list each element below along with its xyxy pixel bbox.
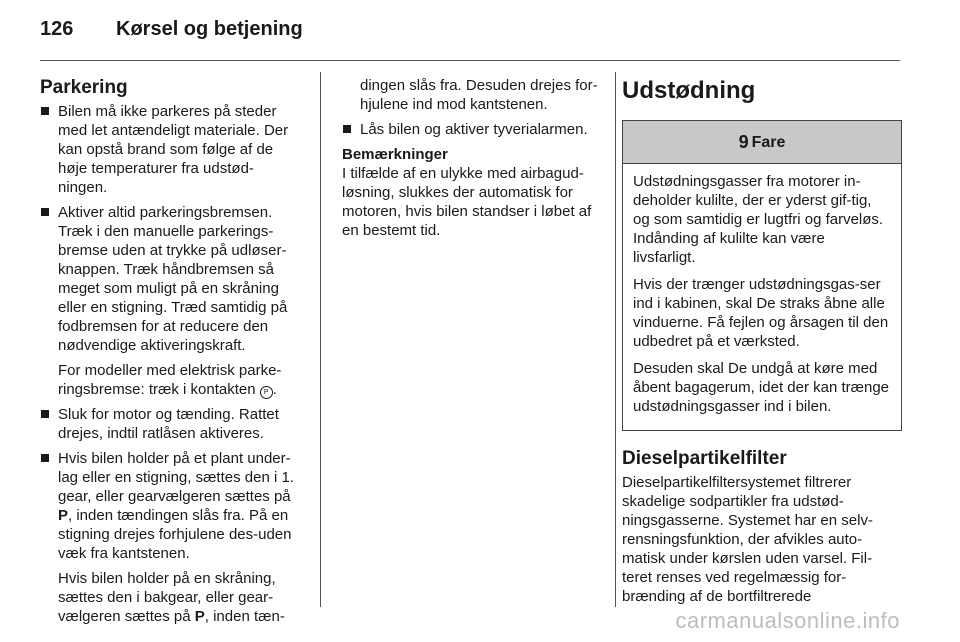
hazard-paragraph: Desuden skal De undgå at køre med åbent bagagerum, idet der kan trænge udstødningsgasser ind i bilen. <box>633 360 890 415</box>
note-text: I tilfælde af en ulykke med airbagud-løsning, slukkes der automatisk for motoren, hvis bilen standser i løbet af en bestemt tid. <box>342 165 592 239</box>
column-divider <box>615 72 616 607</box>
hazard-box <box>622 120 902 431</box>
hazard-header <box>623 121 901 164</box>
list-item: Aktiver altid parkeringsbremsen. Træk i den manuelle parkerings-bremse uden at trykke på udløser-knappen. Træk håndbremsen så meget som muligt på en skråning eller en stigning. Træd samtidig på fodbremsen for at reducere den nødvendige aktiveringskraft. For modeller med elektrisk parke-ringsbremse: træk i kontakten P . <box>40 203 302 399</box>
watermark: carmanualsonline.info <box>675 608 900 633</box>
chapter-title: Kørsel og betjening <box>116 18 303 40</box>
parking-list-continued <box>342 76 604 139</box>
column-1 <box>40 76 302 632</box>
hazard-body <box>623 164 901 430</box>
hazard-paragraph: Udstødningsgasser fra motorer in-deholder kulilte, der er yderst gif-tig, og som samtidig er lugtfri og farveløs. Indånding af kulilte kan være livsfarligt. <box>633 173 884 266</box>
section-title-dieselpartikelfilter: Dieselpartikelfilter <box>622 448 787 469</box>
list-item: Bilen må ikke parkeres på steder med let antændeligt materiale. Der kan opstå brand som følge af de høje temperaturer fra udstød-ningen. <box>40 102 302 197</box>
hazard-paragraph: Hvis der trænger udstødningsgas-ser ind i kabinen, skal De straks åbne alle vinduerne. Få fejlen og årsagen til den udbedret på et værksted. <box>633 276 889 350</box>
note-title: Bemærkninger <box>342 146 448 163</box>
section-title-parkering: Parkering <box>40 77 128 98</box>
list-item: Sluk for motor og tænding. Rattet drejes, indtil ratlåsen aktiveres. <box>40 405 302 443</box>
list-item-note: For modeller med elektrisk parke-ringsbremse: træk i kontakten P . <box>58 362 282 398</box>
hazard-label: Fare <box>751 133 786 151</box>
section-title-udstodning: Udstødning <box>622 77 756 104</box>
list-item-note: Hvis bilen holder på en skråning, sættes den i bakgear, eller gear-vælgeren sættes på P, inden tæn- <box>58 570 285 625</box>
warning-icon: 9 <box>738 131 749 152</box>
list-item: Hvis bilen holder på et plant under-lag eller en stigning, sættes den i 1. gear, eller gearvælgeren sættes på P, inden tændingen slås fra. På en stigning drejes forhjulene des-uden væk fra kantstenen. Hvis bilen holder på en skråning, sættes den i bakgear, eller gear-vælgeren sættes på P, inden tæn- <box>40 449 302 626</box>
list-item-continuation: dingen slås fra. Desuden drejes for-hjulene ind mod kantstenen. <box>360 77 598 113</box>
page-header <box>40 18 303 48</box>
parking-list <box>40 102 302 626</box>
column-divider <box>320 72 321 607</box>
list-item: Lås bilen og aktiver tyverialarmen. <box>342 120 604 139</box>
column-3 <box>622 76 902 612</box>
header-rule <box>40 60 900 61</box>
parking-brake-switch-icon: P <box>260 386 273 399</box>
body-text: Dieselpartikelfiltersystemet filtrerer skadelige sodpartikler fra udstød-ningsgasserne. Systemet har en selv-rensningsfunktion, der afvikles auto-matisk under kørslen uden varsel. Fil-teret renses ved regelmæssig for-brænding af de bortfiltrerede <box>622 474 873 605</box>
page-number: 126 <box>40 18 74 40</box>
column-2 <box>342 76 604 246</box>
